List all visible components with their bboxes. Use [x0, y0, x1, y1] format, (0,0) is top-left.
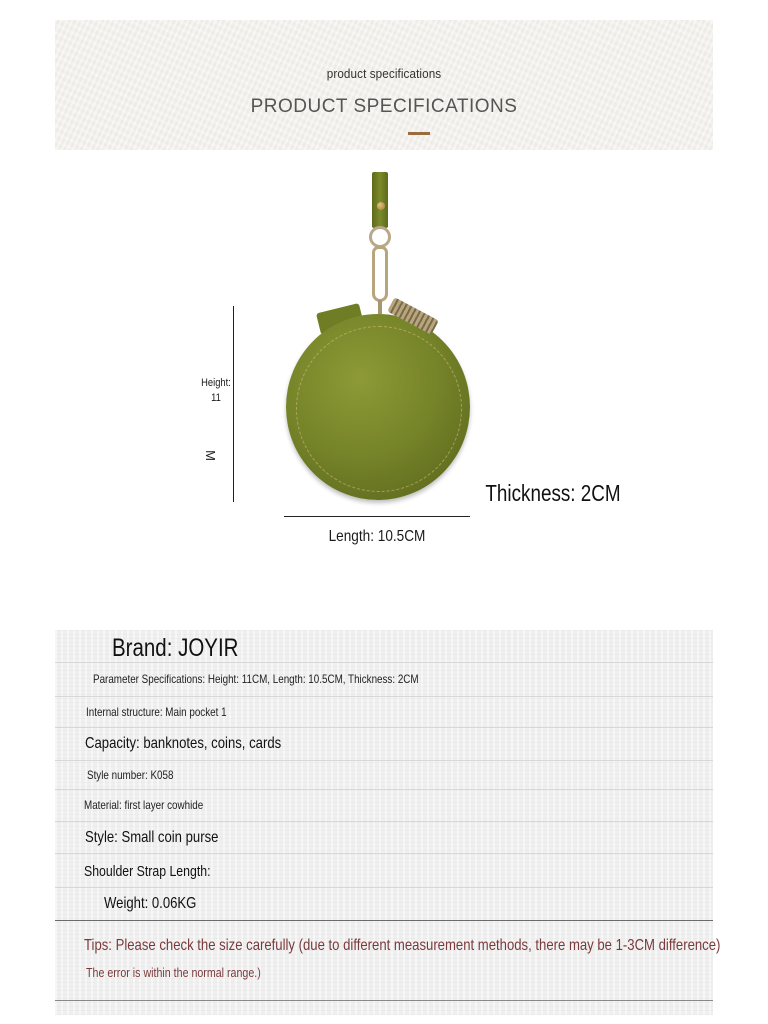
- header-title: PRODUCT SPECIFICATIONS: [250, 96, 518, 117]
- specifications-header: [55, 20, 713, 150]
- spec-row-brand: [55, 630, 713, 663]
- spec-row-parameters: [55, 663, 713, 697]
- purse-stitching: [296, 326, 462, 492]
- length-label: Length: 10.5CM: [328, 528, 426, 545]
- spec-row-capacity: [55, 728, 713, 761]
- lobster-clasp: [372, 246, 388, 302]
- divider-before-tips: [55, 920, 713, 921]
- spec-row-style-number: [55, 761, 713, 790]
- divider-after-tips: [55, 1000, 713, 1001]
- tips-block: [55, 926, 721, 996]
- specification-table: [55, 630, 721, 1015]
- capacity-text: Capacity: banknotes, coins, cards: [85, 735, 282, 752]
- height-label-text: Height:: [201, 377, 231, 389]
- header-small-title: product specifications: [326, 66, 442, 81]
- style-text: Style: Small coin purse: [85, 829, 219, 846]
- spec-row-weight: [55, 888, 713, 920]
- strap-length-text: Shoulder Strap Length:: [84, 863, 211, 880]
- spec-row-strap-length: [55, 854, 713, 888]
- spec-row-material: [55, 790, 713, 822]
- spec-row-style: [55, 822, 713, 854]
- spec-row-internal-structure: [55, 697, 713, 728]
- height-dimension-line: [233, 306, 234, 502]
- material-text: Material: first layer cowhide: [84, 798, 204, 812]
- style-number-text: Style number: K058: [87, 768, 174, 782]
- clasp-stem: [378, 300, 382, 314]
- wrist-strap: [372, 172, 388, 228]
- height-label: [199, 376, 233, 406]
- strap-rivet: [377, 202, 385, 210]
- tip-line-2: The error is within the normal range.): [86, 965, 261, 980]
- weight-text: Weight: 0.06KG: [104, 895, 197, 912]
- thickness-label: Thickness: 2CM: [485, 480, 621, 506]
- product-dimension-figure: [0, 150, 768, 610]
- brand-text: Brand: JOYIR: [112, 634, 239, 662]
- length-dimension-line: [284, 516, 470, 517]
- metal-ring: [369, 226, 391, 248]
- tip-line-1: Tips: Please check the size carefully (due to different measurement methods, there may be 1-3CM difference): [84, 937, 721, 954]
- header-accent-bar: [408, 132, 430, 135]
- height-unit: M: [202, 450, 218, 461]
- internal-structure-text: Internal structure: Main pocket 1: [86, 705, 227, 719]
- height-label-value: 11: [211, 392, 221, 404]
- parameters-text: Parameter Specifications: Height: 11CM, Length: 10.5CM, Thickness: 2CM: [93, 672, 419, 686]
